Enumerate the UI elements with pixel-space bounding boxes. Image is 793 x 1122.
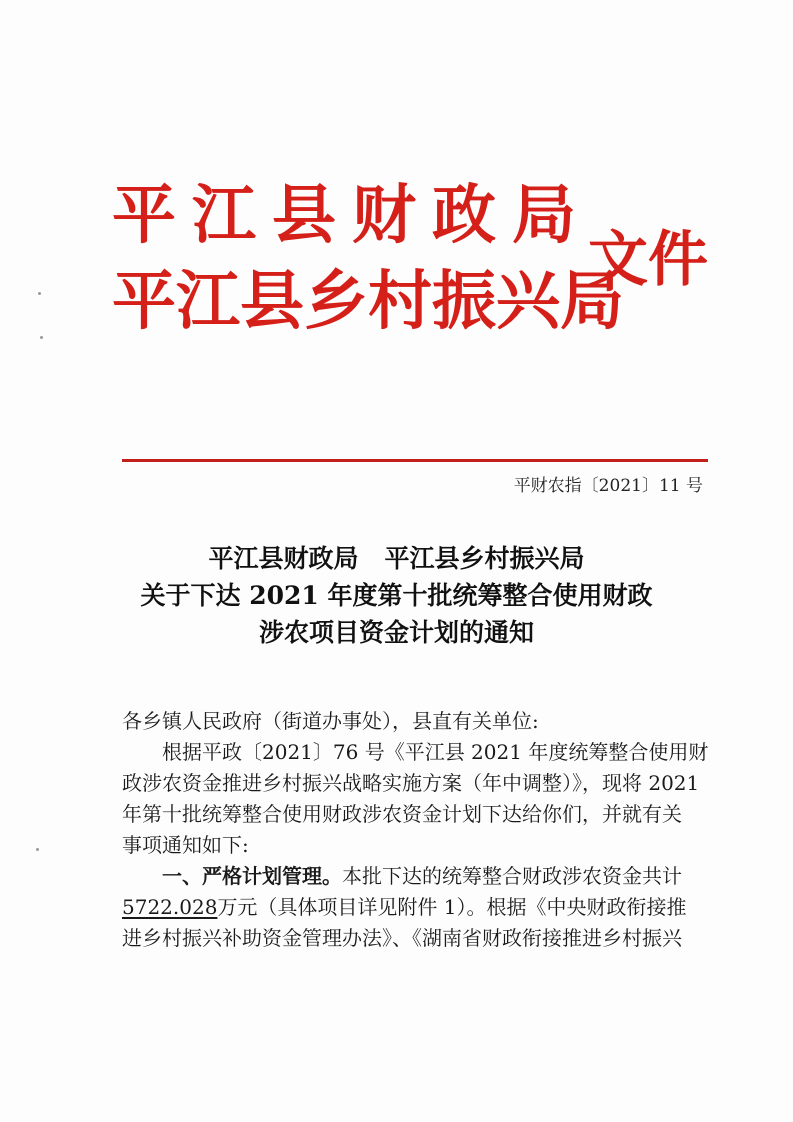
title-line-issuers [100,540,693,577]
intro-line-1: 根据平政〔2021〕76 号《平江县 2021 年度统筹整合使用财 [162,740,709,764]
salutation-text: 各乡镇人民政府（街道办事处），县直有关单位: [122,709,539,733]
title-issuer-finance: 平江县财政局 [208,544,359,573]
title-line-2: 关于下达 2021 年度第十批统筹整合使用财政 [140,581,653,610]
scan-speck [38,292,41,295]
salutation [122,706,712,737]
intro-line-2: 政涉农资金推进乡村振兴战略实施方案（年中调整）》，现将 2021 [122,771,700,795]
masthead-line-rural-revitalization-bureau: 平江县乡村振兴局 [112,265,624,339]
intro-line-4: 事项通知如下: [122,833,249,857]
fund-amount: 5722.028 [122,895,218,919]
notice-body [122,706,712,954]
plan-line-1-text: 本批下达的统筹整合财政涉农资金共计 [342,864,682,888]
paragraph-intro [122,737,712,861]
scan-speck [40,336,43,339]
masthead-document-suffix: 文件 [588,225,708,295]
title-line-3: 涉农项目资金计划的通知 [258,618,534,647]
red-divider-rule [122,459,708,462]
plan-line-2 [122,892,712,923]
red-masthead [112,178,712,358]
masthead-line-finance-bureau: 平江县财政局 [112,179,592,253]
scan-speck [36,848,39,851]
plan-line-2-text: 万元（具体项目详见附件 1）。根据《中央财政衔接推 [217,895,687,919]
plan-line-3: 进乡村振兴补助资金管理办法》、《湖南省财政衔接推进乡村振兴 [122,926,682,950]
title-issuer-rural: 平江县乡村振兴局 [384,544,585,573]
intro-line-3: 年第十批统筹整合使用财政涉农资金计划下达给你们，并就有关 [122,802,682,826]
document-number: 平财农指〔2021〕11 号 [513,476,703,496]
paragraph-plan-management [122,861,712,954]
plan-line-1 [122,861,712,892]
section-heading-strict-plan: 一、严格计划管理。 [162,864,342,888]
notice-title [100,540,693,651]
